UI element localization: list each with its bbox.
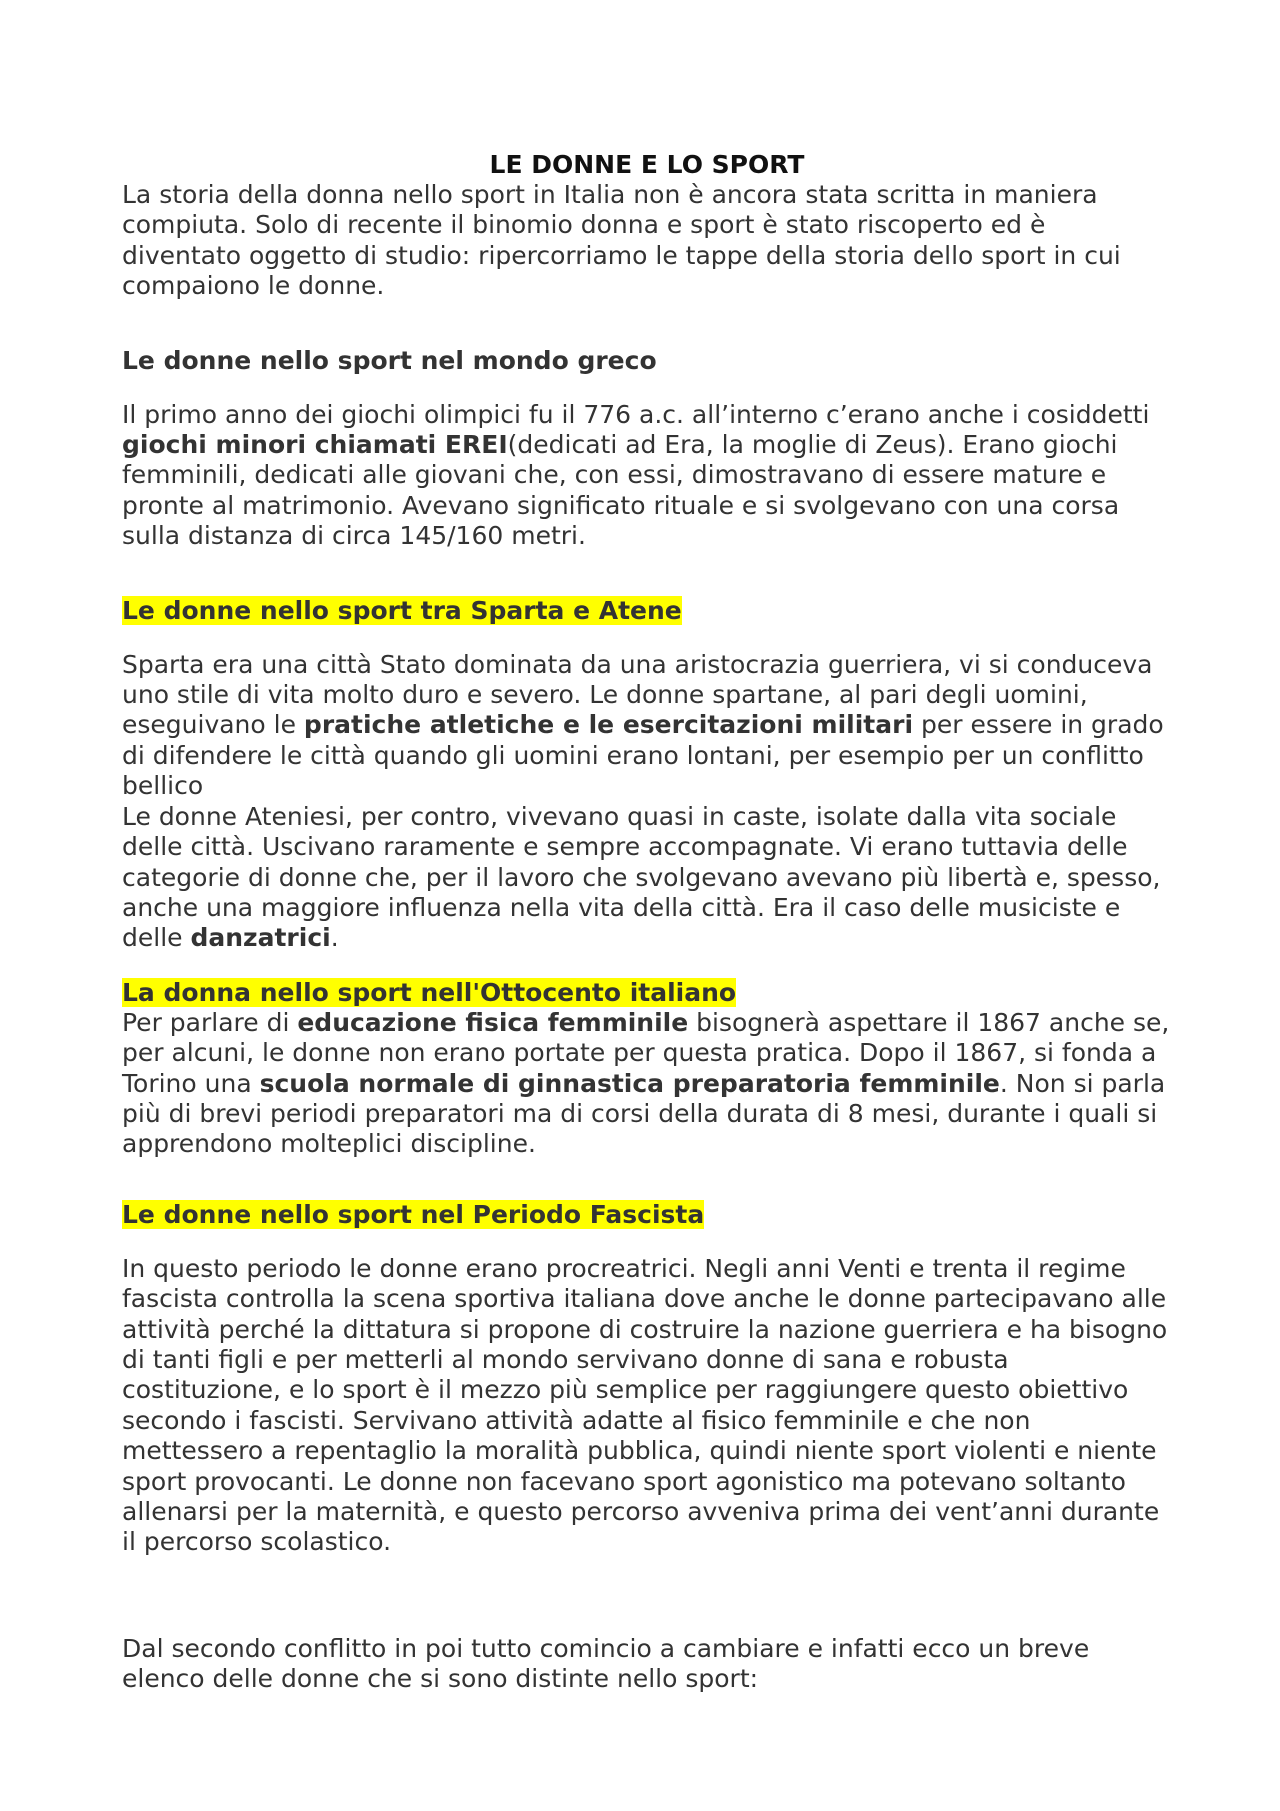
heading-sparta-athens: Le donne nello sport tra Sparta e Atene — [122, 595, 682, 625]
paragraph-athens: Le donne Ateniesi, per contro, vivevano quasi in caste, isolate dalla vita sociale delle città. Uscivano raramente e sempre accompagnate. Vi erano tuttavia delle categorie di donne che, per il lavoro che svolgevano avevano più libertà e, spesso, anche una maggiore influenza nella vita della città. Era il caso delle musiciste e delle danzatrici. — [122, 801, 1161, 953]
document-page — [122, 150, 1172, 1695]
heading-greek-world: Le donne nello sport nel mondo greco — [122, 345, 657, 375]
document-title: LE DONNE E LO SPORT — [489, 150, 805, 179]
paragraph-greek-world: Il primo anno dei giochi olimpici fu il 776 a.c. all’interno c’erano anche i cosiddetti giochi minori chiamati EREI(dedicati ad Era, la moglie di Zeus). Erano giochi femminili, dedicati alle giovani che, con essi, dimostravano di essere mature e pronte al matrimonio. Avevano significato rituale e si svolgevano con una corsa sulla distanza di circa 145/160 metri. — [122, 399, 1150, 551]
intro-paragraph: La storia della donna nello sport in Italia non è ancora stata scritta in maniera compiuta. Solo di recente il binomio donna e sport è stato riscoperto ed è diventato oggetto di studio: ripercorriamo le tappe della storia dello sport in cui compaiono le donne. — [122, 180, 1121, 301]
bold-physical-education: educazione fisica femminile — [297, 1007, 689, 1037]
paragraph-fascist-period: In questo periodo le donne erano procreatrici. Negli anni Venti e trenta il regime fascista controlla la scena sportiva italiana dove anche le donne partecipavano alle attività perché la dittatura si propone di costruire la nazione guerriera e ha bisogno di tanti figli e per metterli al mondo servivano donne di sana e robusta costituzione, e lo sport è il mezzo più semplice per raggiungere questo obiettivo secondo i fascisti. Servivano attività adatte al fisico femminile e che non mettessero a repentaglio la moralità pubblica, quindi niente sport violenti e niente sport provocanti. Le donne non facevano sport agonistico ma potevano soltanto allenarsi per la maternità, e questo percorso avveniva prima dei vent’anni durante il percorso scolastico. — [122, 1253, 1168, 1557]
bold-erei: giochi minori chiamati EREI — [122, 430, 508, 460]
closing-paragraph: Dal secondo conflitto in poi tutto comincio a cambiare e infatti ecco un breve elenco delle donne che si sono distinte nello sport: — [122, 1633, 1090, 1694]
bold-gymnastics-school: scuola normale di ginnastica preparatoria femminile — [259, 1068, 1000, 1098]
bold-athletic-practices: pratiche atletiche e le esercitazioni militari — [303, 710, 914, 740]
bold-dancers: danzatrici — [190, 923, 331, 953]
heading-fascist-period: Le donne nello sport nel Periodo Fascista — [122, 1199, 705, 1229]
paragraph-ottocento: Per parlare di educazione fisica femminile bisognerà aspettare il 1867 anche se, per alcuni, le donne non erano portate per questa pratica. Dopo il 1867, si fonda a Torino una scuola normale di ginnastica preparatoria femminile. Non si parla più di brevi periodi preparatori ma di corsi della durata di 8 mesi, durante i quali si apprendono molteplici discipline. — [122, 1007, 1170, 1159]
paragraph-sparta: Sparta era una città Stato dominata da una aristocrazia guerriera, vi si conduceva uno stile di vita molto duro e severo. Le donne spartane, al pari degli uomini, eseguivano le pratiche atletiche e le esercitazioni militari per essere in grado di difendere le città quando gli uomini erano lontani, per esempio per un conflitto bellico — [122, 649, 1164, 801]
heading-ottocento: La donna nello sport nell'Ottocento italiano — [122, 977, 737, 1007]
